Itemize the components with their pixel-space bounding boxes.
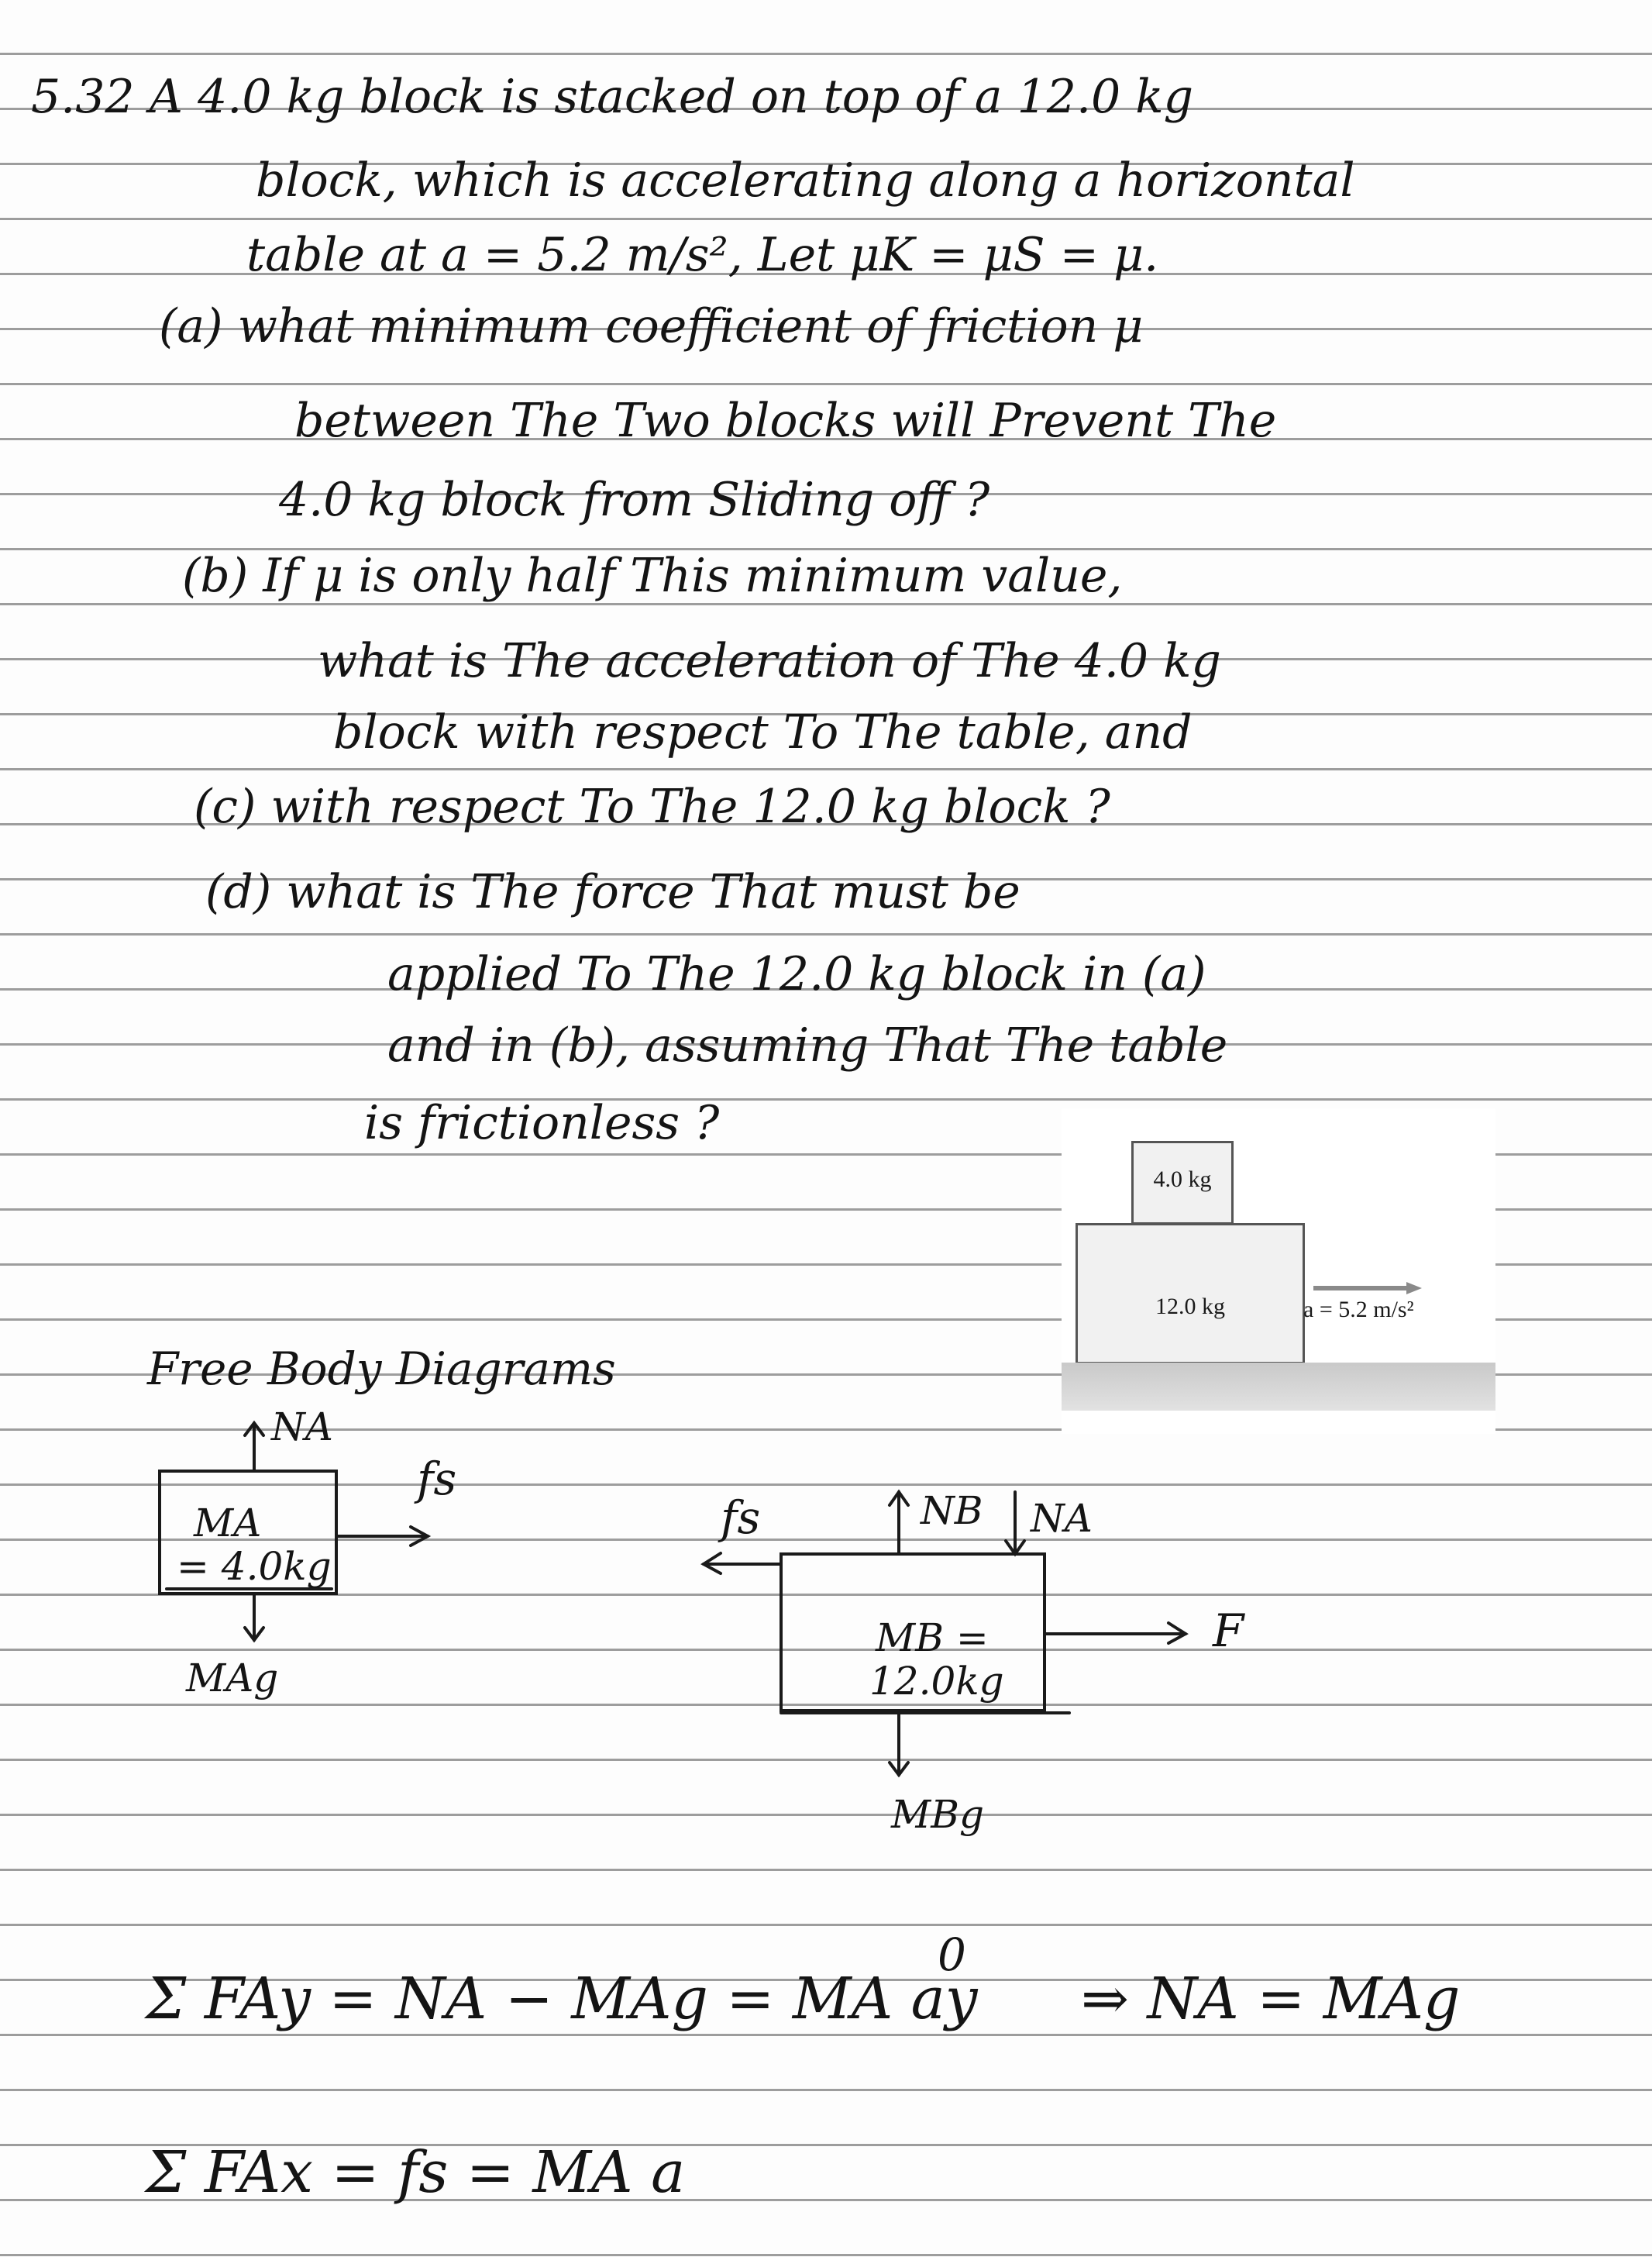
problem-line-10: (c) with respect To The 12.0 kg block ? bbox=[194, 780, 1110, 834]
problem-line-14: is frictionless ? bbox=[364, 1096, 720, 1150]
problem-line-1: 5.32 A 4.0 kg block is stacked on top of a 12.0 kg bbox=[31, 70, 1194, 124]
block-a-weight-label: MAg bbox=[186, 1656, 279, 1701]
equation-y-zero: 0 bbox=[938, 1928, 966, 1981]
block-b-weight-label: MBg bbox=[891, 1792, 984, 1837]
block-b-force-label: F bbox=[1213, 1604, 1244, 1657]
problem-line-6: 4.0 kg block from Sliding off ? bbox=[279, 473, 990, 527]
top-block-label: 4.0 kg bbox=[1153, 1166, 1212, 1192]
problem-line-7: (b) If μ is only half This minimum value, bbox=[182, 549, 1123, 603]
problem-line-3: table at a = 5.2 m/s², Let μK = μS = μ. bbox=[246, 228, 1159, 282]
problem-line-2: block, which is accelerating along a horizontal bbox=[256, 153, 1355, 208]
block-b-friction-label: fs bbox=[721, 1491, 761, 1544]
fbd-heading: Free Body Diagrams bbox=[147, 1342, 616, 1395]
problem-line-12: applied To The 12.0 kg block in (a) bbox=[387, 947, 1206, 1001]
block-b-normal-label: NB bbox=[921, 1488, 983, 1533]
problem-line-8: what is The acceleration of The 4.0 kg bbox=[318, 634, 1221, 688]
block-a-mass-value: = 4.0kg bbox=[177, 1544, 332, 1589]
equation-y-sum: Σ FAy = NA − MAg = MA ay bbox=[146, 1966, 978, 2032]
block-b-mass-label: MB = bbox=[876, 1615, 989, 1660]
problem-line-11: (d) what is The force That must be bbox=[205, 865, 1020, 919]
block-a-normal-label: NA bbox=[271, 1404, 333, 1449]
block-a-mass-label: MA bbox=[194, 1501, 262, 1545]
block-b-normal-a-label: NA bbox=[1031, 1496, 1093, 1541]
equation-x-sum: Σ FAx = fs = MA a bbox=[146, 2139, 686, 2206]
problem-line-13: and in (b), assuming That The table bbox=[387, 1018, 1228, 1073]
problem-line-9: block with respect To The table, and bbox=[333, 705, 1193, 760]
bottom-block-label: 12.0 kg bbox=[1155, 1294, 1225, 1319]
acceleration-label: a = 5.2 m/s² bbox=[1303, 1297, 1414, 1322]
equation-y-result: ⇒ NA = MAg bbox=[1081, 1966, 1461, 2032]
problem-line-4: (a) what minimum coefficient of friction μ bbox=[159, 299, 1144, 353]
problem-line-5: between The Two blocks will Prevent The bbox=[294, 394, 1277, 448]
block-a-friction-label: fs bbox=[417, 1452, 457, 1505]
block-b-mass-value: 12.0kg bbox=[869, 1659, 1004, 1704]
